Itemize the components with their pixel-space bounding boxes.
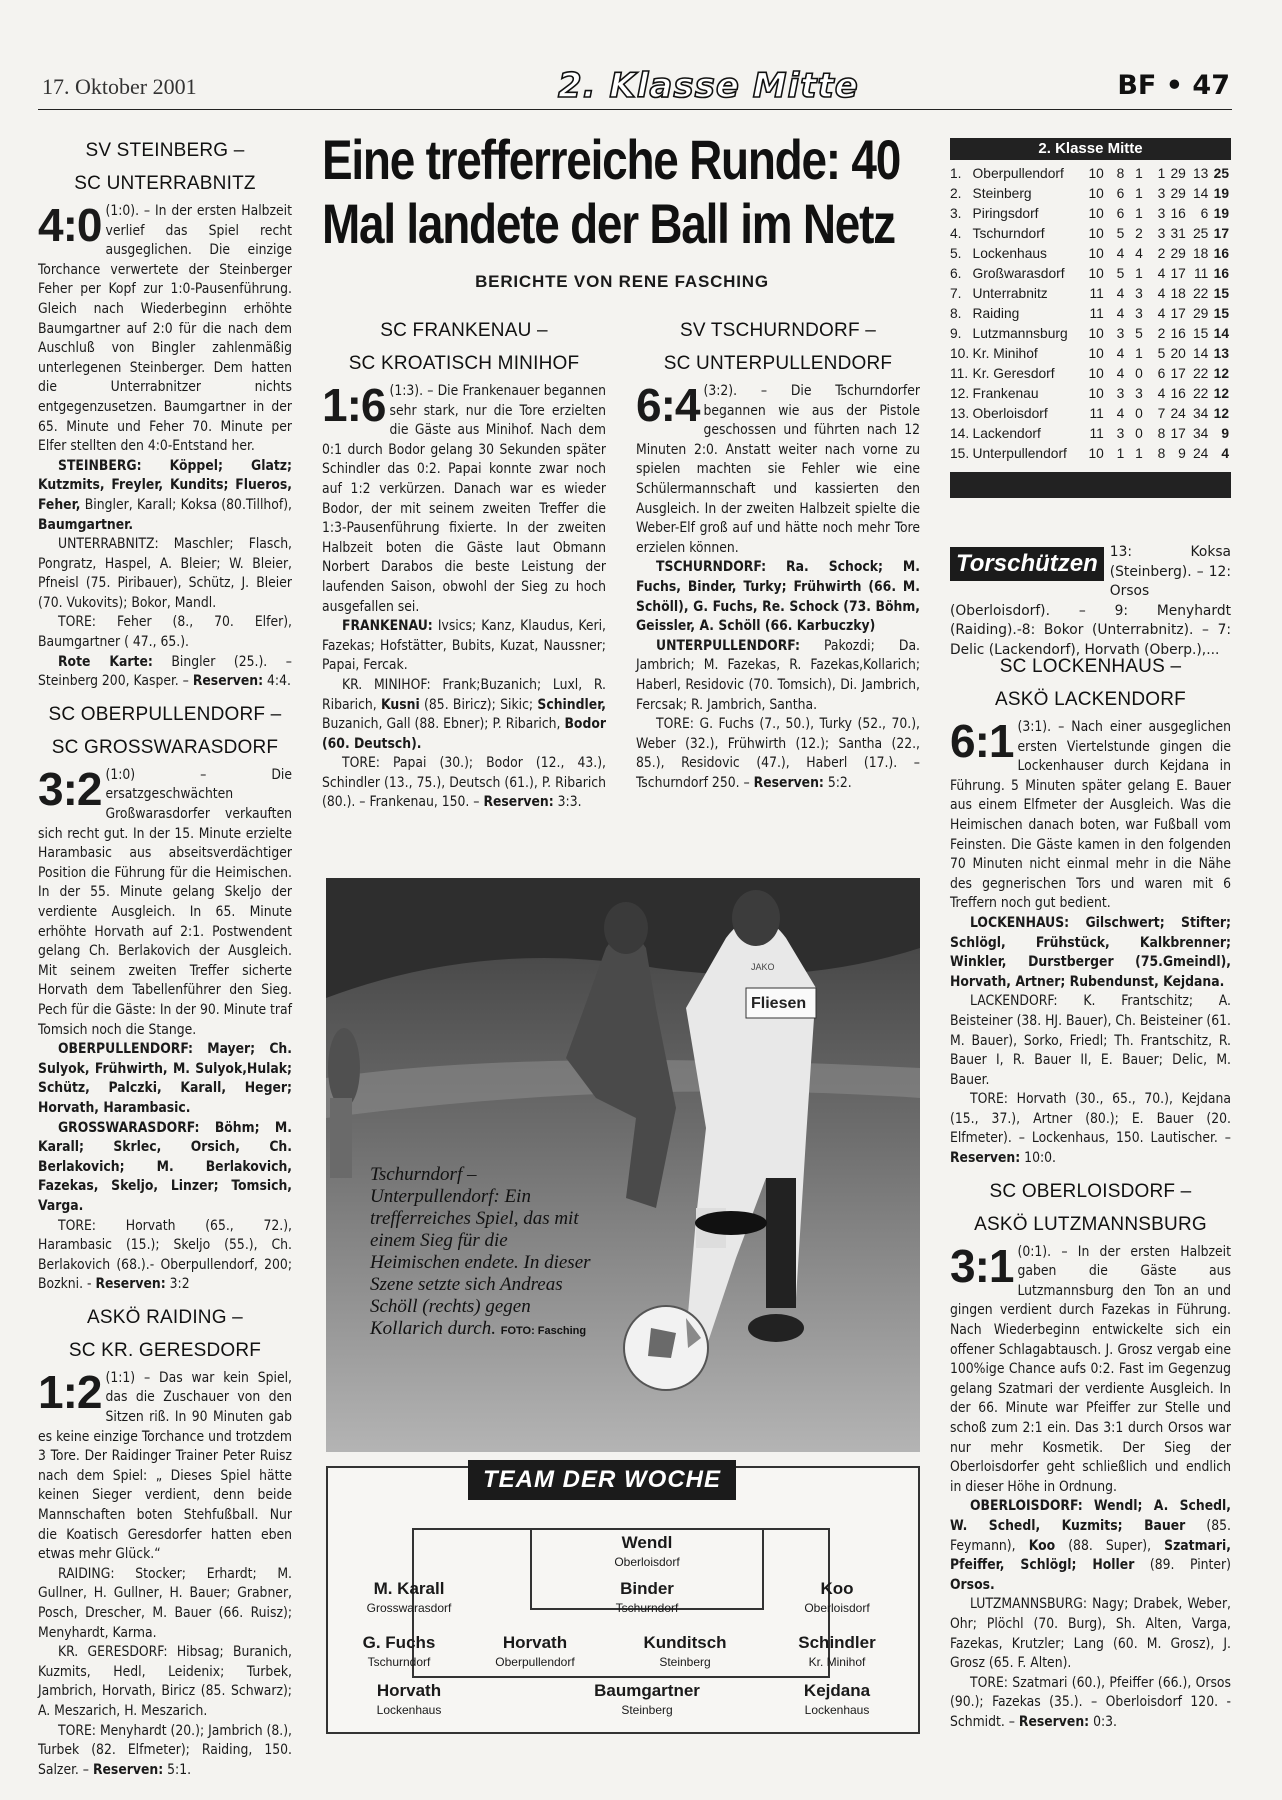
table-cell: 4. (950, 226, 962, 241)
table-cell: 5 (1116, 226, 1125, 241)
table-cell: 5 (1157, 346, 1166, 361)
table-cell: 22 (1192, 366, 1209, 381)
team-of-the-week (326, 1466, 920, 1734)
table-cell: 10 (1088, 266, 1104, 281)
table-cell: 13. (950, 406, 970, 421)
player-card: Horvath Oberpullendorf (495, 1633, 575, 1669)
match-heading-home: SC OBERPULLENDORF – (48, 703, 282, 725)
table-cell: 2. (950, 186, 962, 201)
match-report: 1:6 (1:3). – Die Frankenauer begannen sehr stark, nur die Tore erzielten die Gäste aus Minihof. Nach dem 0:1 durch Bodor gelang 30 Sekunden später Schindler das 0:2. Papai konnte zwar noch auf 1:2 verkürzen. Danach war es wieder Bodor, der mit seinem zweiten Treffer die 1:3-Pausenführung fixierte. In der zweiten Halbzeit boten die Gäste laut Obmann Norbert Darabos die beste Leistung der laufenden Saison, obwohl der Sieg zu hoch ausgefallen sei. (322, 379, 606, 615)
table-row (950, 444, 1231, 464)
match-heading-away: SC KROATISCH MINIHOF (348, 353, 580, 374)
points: 19 (1213, 206, 1229, 221)
scorers-text: 13: Koksa (Steinberg). – 12: Orsos (Oberloisdorf). – 9: Menyhardt (Raiding).-8: Bokor (Unterrabnitz). – 7: Delic (Lackendorf), Horvath (Oberp.),... (950, 544, 1231, 658)
match-photo (326, 878, 920, 1452)
goals: TORE: Horvath (30., 65., 70.), Kejdana (15., 37.), Artner (80.); E. Bauer (20. Elfmeter). – Lockenhaus, 150. Lautischer. – Reserven: 10:0. (950, 1091, 1231, 1167)
player-card: Baumgartner Steinberg (594, 1681, 700, 1717)
lineup: RAIDING: Stocker; Erhardt; M. Gullner, H. Gullner, H. Bauer; Grabner, Posch, Drescher, M. Bauer (66. Ruisz); Menyhardt, Karma. (38, 1565, 292, 1641)
table-cell: 8 (1157, 446, 1166, 461)
table-cell: 15 (1192, 326, 1209, 341)
goals: TORE: Szatmari (60.), Pfeiffer (66.), Orsos (90.); Fazekas (35.). – Oberloisdorf 120. - Schmidt. – Reserven: 0:3. (950, 1674, 1231, 1730)
match-heading-home: SC FRANKENAU – (380, 320, 548, 341)
table-cell: 4 (1157, 266, 1166, 281)
table-cell: 2 (1157, 326, 1166, 341)
points: 12 (1213, 406, 1229, 421)
match-heading-away: ASKÖ LUTZMANNSBURG (974, 1213, 1207, 1235)
table-cell: 0 (1135, 406, 1143, 421)
right-column (950, 650, 1231, 1733)
lineup: OBERLOISDORF: Wendl; A. Schedl, W. Schedl, Kuzmits; Bauer (85. Feymann), Koo (88. Super), Szatmari, Pfeiffer, Schlögl; Holler (89. Pinter) Orsos. (950, 1498, 1232, 1593)
table-row (950, 344, 1231, 364)
table-cell: 34 (1192, 406, 1209, 421)
table-cell: 15. (950, 446, 970, 461)
player-card: Kejdana Lockenhaus (803, 1681, 871, 1717)
table-cell: 10 (1088, 226, 1104, 241)
points: 9 (1221, 426, 1229, 441)
goals: TORE: G. Fuchs (7., 50.), Turky (52., 70.), Weber (32.), Frühwirth (12.); Santha (22., 85.), Residovic (47.), Haberl (17.). – Tschurndorf 250. – Reserven: 5:2. (636, 716, 920, 791)
player-card: Binder Tschurndorf (615, 1579, 679, 1615)
table-body (950, 164, 1231, 464)
table-cell: 4 (1116, 366, 1125, 381)
table-cell: 1 (1135, 166, 1143, 181)
match-score: 1:2 (38, 1365, 102, 1418)
table-cell: 1 (1157, 166, 1166, 181)
points: 17 (1213, 226, 1229, 241)
photo-credit: FOTO: Fasching (500, 1325, 587, 1337)
lineup: FRANKENAU: Ivsics; Kanz, Klaudus, Keri, Fazekas; Hofstätter, Bubits, Kuzat, Naussner; Papai, Fercak. (322, 618, 606, 674)
jersey-sponsor: Fliesen (751, 995, 807, 1012)
match-heading-home: SV STEINBERG – (85, 140, 245, 161)
center-column-a (322, 314, 606, 813)
table-cell: 2 (1135, 226, 1143, 241)
lineup: KR. GERESDORF: Hibsag; Buranich, Kuzmits, Hedl, Leidenix; Turbek, Jambrich, Horvath, Biricz (85. Schwarz); A. Meszarich, H. Meszarich. (38, 1644, 292, 1719)
lineup: LACKENDORF: K. Frantschitz; A. Beisteiner (38. HJ. Bauer), Ch. Beisteiner (61. M. Bauer), Sorko, Friedl; Th. Frantschitz, R. Bauer I, R. Bauer II, E. Bauer; Delic, M. Bauer. (950, 993, 1231, 1088)
points: 25 (1213, 166, 1229, 181)
jersey-brand: JAKO (751, 962, 775, 972)
match-report: 6:1 (3:1). – Nach einer ausgeglichen ersten Viertelstunde gingen die Lockenhauser durch Kejdana in Führung. 5 Minuten später gelang E. Bauer aus einem Elfmeter der Ausgleich. Was die Heimischen danach boten, war Fußball vom Feinsten. Die Gäste kamen in den folgenden 70 Minuten nicht einmal mehr in die Nähe des gegnerischen Tors und waren mit 6 Treffern noch gut bedient. (950, 715, 1231, 912)
player-card: Horvath Lockenhaus (376, 1681, 442, 1717)
table-cell: 4 (1116, 406, 1125, 421)
table-row (950, 264, 1231, 284)
table-cell: 14. (950, 426, 970, 441)
goals: TORE: Feher (8., 70. Elfer), Baumgartner ( 47., 65.). (38, 614, 292, 651)
team-name: Lockenhaus (972, 246, 1047, 261)
team-name: Oberloisdorf (972, 406, 1048, 421)
team-name: Raiding (972, 306, 1020, 321)
table-cell: 4 (1116, 306, 1125, 321)
table-cell: 10 (1088, 246, 1104, 261)
table-cell: 3 (1116, 326, 1125, 341)
table-cell: 22 (1192, 386, 1209, 401)
goals: TORE: Papai (30.); Bodor (12., 43.), Schindler (13., 75.), Deutsch (61.), P. Ribarich (80.). – Frankenau, 150. – Reserven: 3:3. (322, 755, 606, 811)
table-row (950, 364, 1231, 384)
table-cell: 7. (950, 286, 962, 301)
table-cell: 4 (1157, 306, 1166, 321)
table-cell: 3 (1116, 426, 1125, 441)
table-cell: 24 (1192, 446, 1209, 461)
match-heading-away: SC KR. GERESDORF (68, 1339, 262, 1361)
table-row (950, 304, 1231, 324)
team-name: Steinberg (972, 186, 1032, 201)
match-score: 1:6 (322, 379, 386, 431)
points: 13 (1213, 346, 1229, 361)
standings-table (950, 138, 1231, 498)
table-cell: 16 (1170, 326, 1186, 341)
goals: TORE: Menyhardt (20.); Jambrich (8.), Turbek (82. Elfmeter); Raiding, 150. Salzer. – Reserven: 5:1. (38, 1722, 292, 1778)
table-cell: 1 (1135, 446, 1143, 461)
match-heading-away: SC GROSSWARASDORF (51, 736, 279, 758)
table-row (950, 404, 1231, 424)
table-cell: 11 (1089, 406, 1104, 421)
table-cell: 10 (1088, 366, 1104, 381)
table-title: 2. Klasse Mitte (950, 138, 1231, 160)
table-cell: 14 (1192, 186, 1209, 201)
table-cell: 10. (950, 346, 970, 361)
goals: TORE: Horvath (65., 72.), Harambasic (15.); Skeljo (55.), Ch. Berlakovich (68.).- Oberpullendorf, 200; Bozkni. - Reserven: 3:2 (38, 1217, 292, 1293)
table-cell: 3 (1135, 386, 1143, 401)
table-cell: 0 (1135, 426, 1143, 441)
table-row (950, 224, 1231, 244)
match-score: 6:4 (636, 379, 700, 431)
table-footer-bar (950, 472, 1231, 498)
player-card: M. Karall Grosswarasdorf (366, 1579, 452, 1615)
lineup: GROSSWARASDORF: Böhm; M. Karall; Skrlec, Orsich, Ch. Berlakovich; M. Berlakovich, Fazekas, Skeljo, Linzer; Tomsich, Varga. (38, 1119, 292, 1214)
issue-date: 17. Oktober 2001 (42, 74, 197, 99)
table-cell: 10 (1088, 206, 1104, 221)
match-report: 3:2 (1:0) – Die ersatzgeschwächten Großwarasdorfer verkauften sich recht gut. In der 15. Minute erzielte Harambasic aus abseitsverdächtiger Position die Führung für die Heimischen. In der 55. Minute gelang Skeljo der verdiente Ausgleich. In 65. Minute erhöhte Horvath auf 2:1. Postwendent gelang Ch. Berlakovich der Ausgleich. Mit seinem zweiten Treffer sicherte Horvath dem Tabellenführer den Sieg. Pech für die Gäste: In der 90. Minute traf Tomsich noch die Stange. (38, 762, 292, 1038)
match-report: 1:2 (1:1) – Das war kein Spiel, das die Zuschauer von den Sitzen riß. In 90 Minuten gab es keine einzige Torchance und trotzdem 3 Tore. Der Raidinger Trainer Peter Ruisz nach dem Spiel: „ Dieses Spiel hätte keinen Sieger verdient, denn beide Mannschaften boten Stehfußball. Nur die Koatisch Geresdorfer hatten eben etwas mehr Glück.“ (38, 1365, 292, 1563)
table-row (950, 384, 1231, 404)
section-title: 2. Klasse Mitte (558, 66, 859, 106)
match-report: 3:1 (0:1). – In der ersten Halbzeit gaben die Gäste aus Lutzmannsburg den Ton an und gingen verdient durch Fazekas in Führung. Nach Wiederbeginn entwickelte sich ein offener Schlagabtausch. J. Grosz vergab eine 100%ige Chance aufs 0:2. Fast im Gegenzug gelang Szatmari der verdiente Ausgleich. In der 66. Minute war Pfeiffer zur Stelle und schoß zum 2:1 ein. Das 3:1 durch Orsos war nur mehr Kosmetik. Der Sieg der Oberloisdorfer geht schließlich und endlich in dieser Höhe in Ordnung. (950, 1239, 1231, 1495)
points: 15 (1213, 306, 1229, 321)
table-cell: 5 (1135, 326, 1143, 341)
table-cell: 6 (1116, 186, 1125, 201)
team-name: Großwarasdorf (972, 266, 1065, 281)
table-cell: 4 (1116, 346, 1125, 361)
table-cell: 14 (1192, 346, 1209, 361)
match-report: 6:4 (3:2). – Die Tschurndorfer begannen wie aus der Pistole geschossen und führten nach 12 Minuten 2:0. Anstatt weiter nach vorne zu spielen machten sie Fehler wie eine Schülermannschaft und kassierten den Ausgleich. In der zweiten Halbzeit spielte die Weber-Elf groß auf und hätte noch mehr Tore erzielen können. (636, 379, 920, 556)
player-card: Koo Oberloisdorf (804, 1579, 870, 1615)
table-cell: 13 (1192, 166, 1209, 181)
page-header (38, 64, 1232, 110)
match-heading-away: ASKÖ LACKENDORF (995, 689, 1186, 710)
table-cell: 18 (1170, 286, 1186, 301)
table-cell: 10 (1088, 446, 1104, 461)
lineup: STEINBERG: Köppel; Glatz; Kutzmits, Freyler, Kundits; Flueros, Feher, Bingler, Karall; Koksa (80.Tillhof), Baumgartner. (38, 457, 292, 533)
points: 12 (1213, 386, 1229, 401)
page-number: BF • 47 (1117, 70, 1230, 101)
table-cell: 6 (1200, 206, 1209, 221)
table-row (950, 164, 1231, 184)
team-name: Kr. Geresdorf (972, 366, 1055, 381)
lineup: LUTZMANNSBURG: Nagy; Drabek, Weber, Ohr; Plöchl (70. Burg), Sh. Alten, Varga, Fazekas, Krutzler; Lang (60. M. Grosz), J. Grosz (65. F. Alten). (950, 1596, 1231, 1672)
match-heading-home: SV TSCHURNDORF – (679, 320, 877, 341)
lineup: LOCKENHAUS: Gilschwert; Stifter; Schlögl, Frühstück, Kalkbrenner; Winkler, Durstberger (75.Gmeindl), Horvath, Artner; Rubendunst, Kejdana. (950, 914, 1231, 990)
table-cell: 1 (1116, 446, 1125, 461)
headline: Eine trefferreiche Runde: 40 Mal landete der Ball im Netz (322, 128, 901, 255)
table-cell: 3. (950, 206, 962, 221)
table-cell: 1 (1135, 266, 1143, 281)
table-cell: 8 (1116, 166, 1125, 181)
top-scorers (950, 543, 1231, 661)
team-name: Unterrabnitz (972, 286, 1048, 301)
table-cell: 17 (1170, 366, 1186, 381)
team-name: Frankenau (972, 386, 1039, 401)
table-cell: 18 (1192, 246, 1209, 261)
lineup: UNTERPULLENDORF: Pakozdi; Da. Jambrich; M. Fazekas, R. Fazekas,Kollarich; Haberl, Residovic (70. Tomsich), Di. Jambrich, Fercsak; R. Jambrich, Santha. (636, 637, 920, 713)
table-cell: 31 (1170, 226, 1186, 241)
table-cell: 4 (1157, 386, 1166, 401)
left-column (38, 134, 292, 1780)
table-cell: 9 (1178, 446, 1186, 461)
scorers-label: Torschützen (950, 547, 1104, 581)
table-cell: 4 (1116, 286, 1125, 301)
table-cell: 3 (1135, 286, 1143, 301)
match-score: 6:1 (950, 715, 1014, 767)
table-cell: 11 (1089, 286, 1104, 301)
cards: Rote Karte: Bingler (25.). – Steinberg 200, Kasper. – Reserven: 4:4. (38, 653, 292, 690)
table-cell: 10 (1088, 166, 1104, 181)
lineup: TSCHURNDORF: Ra. Schock; M. Fuchs, Binder, Turky; Frühwirth (66. M. Schöll), G. Fuchs, Re. Schock (73. Böhm, Geissler, A. Schöll (66. Karbuczky) (636, 559, 920, 635)
match-heading-away: SC UNTERRABNITZ (74, 173, 256, 194)
table-cell: 11 (1194, 266, 1209, 281)
player-card: Wendl Oberloisdorf (614, 1533, 680, 1569)
table-cell: 29 (1192, 306, 1209, 321)
team-name: Kr. Minihof (972, 346, 1038, 361)
table-cell: 11 (1089, 306, 1104, 321)
table-cell: 20 (1170, 346, 1186, 361)
table-cell: 17 (1170, 266, 1186, 281)
center-column-b (636, 314, 920, 793)
match-score: 4:0 (38, 199, 102, 251)
table-cell: 1 (1135, 186, 1143, 201)
match-heading-away: SC UNTERPULLENDORF (663, 353, 893, 374)
points: 12 (1213, 366, 1229, 381)
lineup: OBERPULLENDORF: Mayer; Ch. Sulyok, Frühwirth, M. Sulyok,Hulak; Schütz, Palczki, Karall, Heger; Horvath, Harambasic. (38, 1041, 292, 1116)
table-cell: 4 (1135, 246, 1143, 261)
team-name: Oberpullendorf (972, 166, 1064, 181)
table-cell: 5. (950, 246, 962, 261)
table-cell: 3 (1157, 186, 1166, 201)
table-cell: 6 (1116, 206, 1125, 221)
match-heading-home: SC OBERLOISDORF – (989, 1180, 1192, 1202)
table-cell: 12. (950, 386, 970, 401)
table-cell: 6 (1157, 366, 1166, 381)
table-cell: 7 (1157, 406, 1166, 421)
match-score: 3:1 (950, 1239, 1014, 1292)
team-name: Piringsdorf (972, 206, 1039, 221)
points: 16 (1213, 246, 1229, 261)
table-cell: 16 (1170, 386, 1186, 401)
table-row (950, 324, 1231, 344)
table-cell: 3 (1135, 306, 1143, 321)
match-heading-home: SC LOCKENHAUS – (999, 656, 1182, 677)
lineup: UNTERRABNITZ: Maschler; Flasch, Pongratz, Haspel, A. Bleier; W. Bleier, Pfneisl (75. Piribauer), Schütz, J. Bleier (70. Vukovits); Bokor, Mandl. (38, 536, 292, 611)
table-cell: 1 (1135, 206, 1143, 221)
table-row (950, 244, 1231, 264)
table-cell: 24 (1170, 406, 1186, 421)
table-cell: 3 (1157, 206, 1166, 221)
table-cell: 17 (1170, 306, 1186, 321)
photo-caption: Tschurndorf – Unterpullendorf: Ein trefferreiches Spiel, das mit einem Sieg für die Heimischen endete. In dieser Szene setzte sich Andreas Schöll (rechts) gegen Kollarich durch. FOTO: Fasching (370, 1164, 591, 1339)
byline: BERICHTE VON RENE FASCHING (475, 272, 769, 291)
table-cell: 17 (1170, 426, 1186, 441)
player-card: Schindler Kr. Minihof (798, 1633, 876, 1669)
table-cell: 16 (1170, 206, 1186, 221)
table-cell: 10 (1088, 386, 1104, 401)
table-cell: 9. (950, 326, 962, 341)
team-title: TEAM DER WOCHE (468, 1460, 736, 1500)
table-row (950, 204, 1231, 224)
table-cell: 6. (950, 266, 962, 281)
table-cell: 8 (1157, 426, 1166, 441)
table-cell: 11 (1089, 426, 1104, 441)
table-cell: 1 (1135, 346, 1143, 361)
table-row (950, 184, 1231, 204)
table-cell: 11. (950, 366, 969, 381)
points: 15 (1213, 286, 1229, 301)
table-cell: 8. (950, 306, 962, 321)
table-cell: 29 (1170, 186, 1186, 201)
table-cell: 1. (950, 166, 962, 181)
player-card: Kunditsch Steinberg (643, 1633, 727, 1669)
table-cell: 4 (1116, 246, 1125, 261)
team-name: Lackendorf (972, 426, 1041, 441)
table-cell: 10 (1088, 326, 1104, 341)
player-card: G. Fuchs Tschurndorf (362, 1633, 436, 1669)
table-cell: 22 (1192, 286, 1209, 301)
points: 4 (1221, 446, 1229, 461)
table-row (950, 284, 1231, 304)
lineup: KR. MINIHOF: Frank;Buzanich; Luxl, R. Ribarich, Kusni (85. Biricz); Sikic; Schindler, Buzanich, Gall (88. Ebner); P. Ribarich, Bodor (60. Deutsch). (322, 676, 607, 752)
table-cell: 10 (1088, 186, 1104, 201)
table-cell: 3 (1116, 386, 1125, 401)
table-cell: 10 (1088, 346, 1104, 361)
match-heading-home: ASKÖ RAIDING – (87, 1306, 243, 1328)
table-cell: 3 (1157, 226, 1166, 241)
table-cell: 29 (1170, 246, 1186, 261)
table-cell: 2 (1157, 246, 1166, 261)
team-name: Tschurndorf (972, 226, 1045, 241)
points: 19 (1213, 186, 1229, 201)
team-name: Unterpullendorf (972, 446, 1067, 461)
table-cell: 4 (1157, 286, 1166, 301)
points: 16 (1213, 266, 1229, 281)
table-cell: 0 (1135, 366, 1143, 381)
table-cell: 34 (1192, 426, 1209, 441)
table-cell: 5 (1116, 266, 1125, 281)
match-score: 3:2 (38, 762, 102, 815)
table-cell: 29 (1170, 166, 1186, 181)
team-name: Lutzmannsburg (972, 326, 1068, 341)
table-cell: 25 (1192, 226, 1209, 241)
points: 14 (1213, 326, 1229, 341)
match-report: 4:0 (1:0). – In der ersten Halbzeit verlief das Spiel recht ausgeglichen. Die einzige Torchance verwertete der Steinberger Feher per Kopf zur 1:0-Pausenführung. Gleich nach Wiederbeginn erhöhte Baumgartner auf 2:0 für die nach dem Auschluß von Bingler zahlenmäßig unterlegenen Steinberger. Dem hatten die Unterrabnitzer nichts entgegenzusetzen. Baumgartner in der 65. Minute und Feher 70. Minute per Elfer stellten den 4:0-Entstand her. (38, 199, 292, 455)
table-row (950, 424, 1231, 444)
